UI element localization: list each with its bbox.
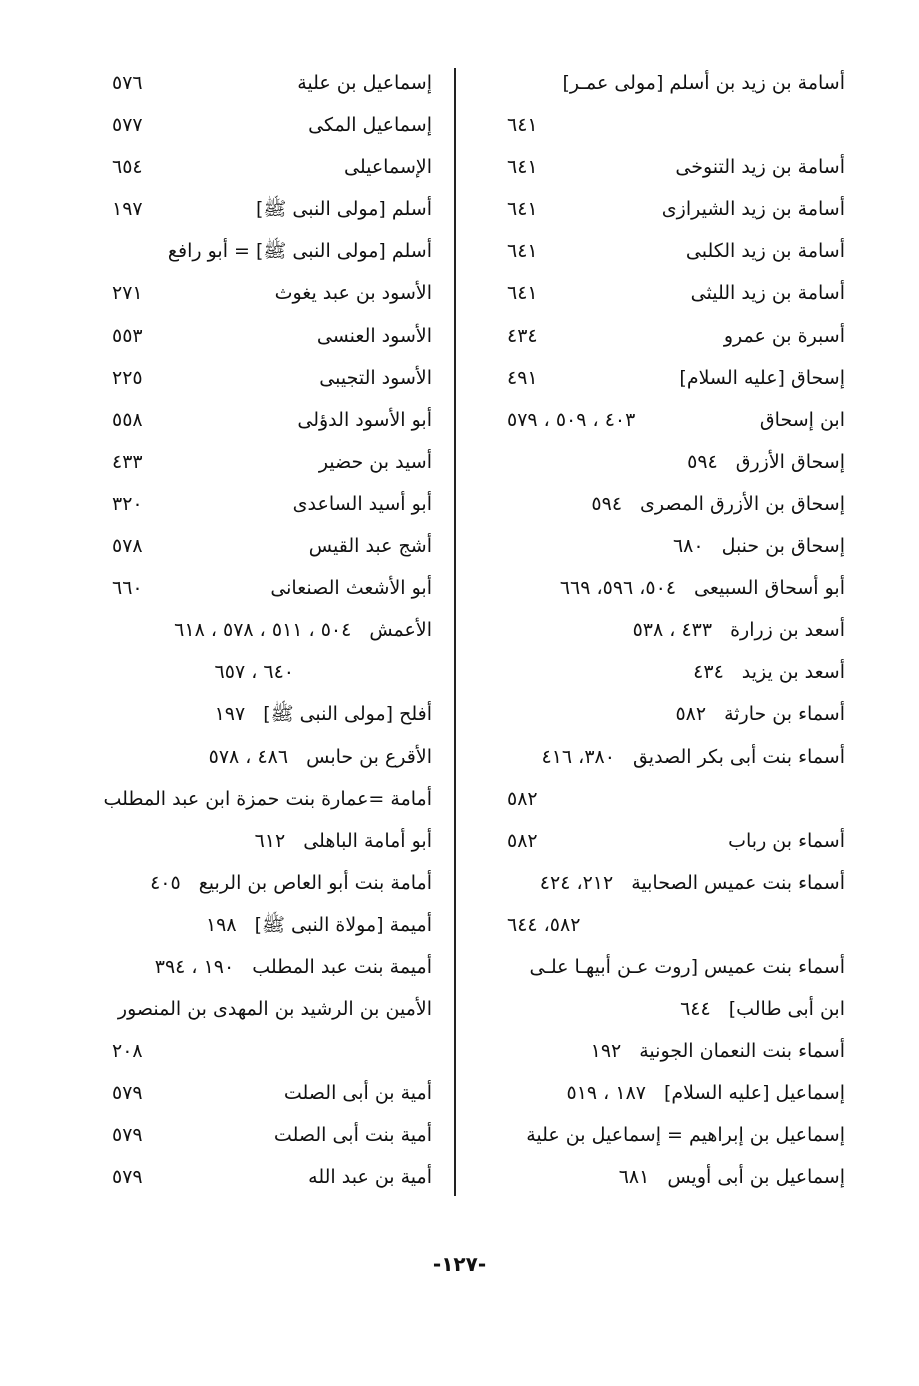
entry-pages: ٦٤٤ — [680, 998, 711, 1021]
index-column-right — [485, 62, 845, 1199]
entry-name: أسماء بنت النعمان الجونية — [639, 1040, 845, 1063]
index-entry — [485, 988, 845, 1030]
entry-name: أسيد بن حضير — [318, 450, 432, 473]
index-entry — [72, 651, 432, 693]
entry-pages: ٣٨٠، ٤١٦ — [541, 745, 615, 768]
index-entry — [72, 230, 432, 272]
entry-name: الأسود بن عبد يغوث — [274, 282, 432, 305]
entry-pages: ٤٣٤ — [507, 324, 538, 347]
entry-pages: ٤٩١ — [507, 366, 538, 389]
entry-pages: ٥٧٦ — [112, 72, 143, 94]
entry-name: إسحاق بن حنبل — [721, 535, 845, 558]
entry-pages: ٥٨٢ — [507, 787, 538, 810]
entry-name: أسماء بن رباب — [728, 829, 845, 852]
index-entry — [485, 651, 845, 693]
entry-pages: ٦١٢ — [254, 829, 286, 852]
index-entry — [72, 988, 432, 1030]
entry-name: أبو أسحاق السبيعى — [694, 577, 845, 600]
entry-name: أميمة بنت عبد المطلب — [252, 955, 432, 978]
entry-pages: ٦٨٠ — [672, 535, 704, 558]
index-entry — [485, 104, 845, 146]
index-entry — [485, 567, 845, 609]
index-entry — [485, 315, 845, 357]
index-entry — [72, 1156, 432, 1198]
entry-name: الأسود العنسى — [316, 324, 432, 347]
index-entry — [485, 357, 845, 399]
entry-name: أسامة بن زيد التنوخى — [675, 156, 845, 179]
entry-name: أشج عبد القيس — [308, 535, 432, 558]
entry-pages: ٤٣٣ — [112, 450, 143, 473]
index-entry — [485, 693, 845, 735]
index-entry — [485, 146, 845, 188]
entry-name: أسامة بن زيد الشيرازى — [661, 198, 845, 221]
index-entry — [72, 104, 432, 146]
entry-pages: ٥٥٨ — [112, 408, 143, 431]
index-entry — [72, 567, 432, 609]
index-entry — [485, 1030, 845, 1072]
entry-pages: ٣٢٠ — [112, 492, 143, 515]
entry-pages: ٥٩٤ — [687, 450, 718, 473]
index-entry — [72, 820, 432, 862]
entry-name: إسماعيل بن علية — [297, 72, 432, 94]
entry-pages: ٥٨٢ — [675, 703, 707, 726]
entry-pages: ٦٤٠ ، ٦٥٧ — [214, 661, 294, 684]
index-entry — [72, 736, 432, 778]
entry-name: إسحاق بن الأزرق المصرى — [640, 492, 845, 515]
index-entry — [72, 188, 432, 230]
entry-pages: ٥٧٩ — [112, 1166, 143, 1189]
entry-pages: ١٩٠ ، ٣٩٤ — [154, 955, 235, 978]
entry-name: أمية بنت أبى الصلت — [273, 1124, 432, 1147]
index-entry — [485, 1072, 845, 1114]
entry-name: أسماء بنت عميس الصحابية — [631, 871, 845, 894]
entry-pages: ٦٤١ — [507, 114, 538, 137]
entry-name: أسماء بن حارثة — [724, 703, 845, 726]
entry-pages: ٤٠٥ — [150, 871, 181, 894]
entry-pages: ٥٧٧ — [112, 114, 143, 137]
entry-name: إسماعيل بن إبراهيم = إسماعيل بن علية — [526, 1124, 845, 1147]
entry-pages: ٢٠٨ — [112, 1040, 143, 1063]
index-entry — [485, 820, 845, 862]
index-entry — [72, 609, 432, 651]
entry-pages: ١٩٧ — [214, 703, 246, 726]
entry-pages: ١٨٧ ، ٥١٩ — [566, 1082, 646, 1105]
entry-pages: ٢١٢، ٤٢٤ — [539, 871, 614, 894]
index-entry — [485, 230, 845, 272]
entry-name: أمامة =عمارة بنت حمزة ابن عبد المطلب — [103, 787, 432, 810]
index-entry — [72, 272, 432, 314]
entry-name: الإسماعيلى — [343, 156, 432, 179]
column-divider — [454, 68, 456, 1196]
entry-name: أسلم [مولى النبى ﷺ] = أبو رافع — [167, 240, 432, 263]
entry-name: أسامة بن زيد الكلبى — [685, 240, 845, 263]
entry-pages: ٦٤١ — [507, 240, 538, 263]
index-entry — [72, 946, 432, 988]
index-entry — [485, 272, 845, 314]
entry-name: أسبرة بن عمرو — [723, 324, 845, 347]
entry-name: أسعد بن زرارة — [730, 619, 845, 642]
entry-name: أمامة بنت أبو العاص بن الربيع — [198, 871, 432, 894]
entry-pages: ٥٠٤ ، ٥١١ ، ٥٧٨ ، ٦١٨ — [174, 619, 352, 642]
index-entry — [72, 315, 432, 357]
entry-name: أميمة [مولاة النبى ﷺ] — [254, 913, 432, 936]
entry-pages: ٢٢٥ — [112, 366, 143, 389]
entry-name: أسماء بنت عميس [روت عـن أبيهـا علـى — [529, 955, 845, 978]
entry-name: أسماء بنت أبى بكر الصديق — [632, 745, 845, 768]
entry-name: الأعمش — [369, 619, 432, 642]
entry-name: إسحاق [عليه السلام] — [679, 366, 845, 389]
entry-pages: ١٩٨ — [205, 913, 237, 936]
index-entry — [485, 778, 845, 820]
entry-pages: ٥٨٢، ٦٤٤ — [507, 913, 581, 936]
entry-pages: ٥٧٩ — [112, 1124, 143, 1147]
index-entry — [72, 1114, 432, 1156]
entry-name: الأقرع بن حابس — [306, 745, 432, 768]
entry-pages: ٥٥٣ — [112, 324, 143, 347]
entry-pages: ٦٤١ — [507, 198, 538, 221]
entry-pages: ٤٣٤ — [693, 661, 724, 684]
entry-name: أسلم [مولى النبى ﷺ] — [255, 198, 432, 221]
index-entry — [485, 188, 845, 230]
entry-name: أبو أمامة الباهلى — [303, 829, 432, 852]
entry-pages: ٢٧١ — [112, 282, 143, 305]
entry-pages: ٥٧٩ — [112, 1082, 143, 1105]
entry-name: أبو الأشعث الصنعانى — [270, 577, 432, 600]
index-entry — [485, 399, 845, 441]
index-entry — [72, 1030, 432, 1072]
entry-name: أبو أسيد الساعدى — [292, 492, 432, 515]
entry-pages: ٤٨٦ ، ٥٧٨ — [208, 745, 289, 768]
entry-pages: ٤٣٣ ، ٥٣٨ — [632, 619, 713, 642]
entry-pages: ٥٠٤، ٥٩٦، ٦٦٩ — [559, 577, 677, 600]
index-entry — [485, 862, 845, 904]
index-entry — [485, 1114, 845, 1156]
index-entry — [72, 904, 432, 946]
entry-name: الأسود التجيبى — [319, 366, 432, 389]
index-entry — [485, 62, 845, 104]
entry-pages: ٦٥٤ — [112, 156, 143, 179]
index-entry — [485, 609, 845, 651]
index-entry — [485, 441, 845, 483]
entry-pages: ١٩٧ — [112, 198, 143, 221]
index-entry — [72, 399, 432, 441]
entry-name: إسماعيل بن أبى أويس — [667, 1166, 845, 1189]
entry-pages: ٦٨١ — [618, 1166, 650, 1189]
index-entry — [72, 693, 432, 735]
entry-name: إسماعيل [عليه السلام] — [663, 1082, 845, 1105]
entry-name: أسعد بن يزيد — [741, 661, 845, 684]
entry-pages: ٥٩٤ — [591, 492, 623, 515]
entry-name: أمية بن أبى الصلت — [283, 1082, 432, 1105]
entry-pages: ٥٧٨ — [112, 535, 143, 558]
index-entry — [72, 1072, 432, 1114]
index-entry — [72, 483, 432, 525]
entry-pages: ٦٤١ — [507, 156, 538, 179]
index-entry — [72, 357, 432, 399]
index-entry — [485, 736, 845, 778]
index-entry — [72, 525, 432, 567]
entry-name: أبو الأسود الدؤلى — [297, 408, 432, 431]
entry-pages: ٦٦٠ — [112, 577, 143, 600]
index-entry — [485, 483, 845, 525]
entry-pages: ٦٤١ — [507, 282, 538, 305]
entry-name: أمية بن عبد الله — [308, 1166, 432, 1189]
entry-pages: ٤٠٣ ، ٥٠٩ ، ٥٧٩ — [507, 408, 636, 431]
index-entry — [485, 1156, 845, 1198]
page-number: -١٢٧- — [432, 1252, 487, 1276]
entry-name: إسحاق الأزرق — [735, 450, 845, 473]
index-entry — [72, 146, 432, 188]
index-entry — [72, 441, 432, 483]
index-entry — [485, 904, 845, 946]
index-column-left — [72, 62, 432, 1199]
index-entry — [72, 862, 432, 904]
entry-name: أسامة بن زيد بن أسلم [مولى عمـر] — [562, 72, 845, 94]
entry-name: ابن أبى طالب] — [728, 998, 845, 1021]
index-entry — [72, 778, 432, 820]
entry-pages: ١٩٢ — [590, 1040, 622, 1063]
entry-name: الأمين بن الرشيد بن المهدى بن المنصور — [117, 998, 432, 1021]
entry-name: ابن إسحاق — [759, 408, 845, 431]
entry-name: أفلح [مولى النبى ﷺ] — [263, 703, 432, 726]
entry-pages: ٥٨٢ — [507, 829, 538, 852]
index-entry — [485, 946, 845, 988]
index-entry — [485, 525, 845, 567]
entry-name: أسامة بن زيد الليثى — [690, 282, 845, 305]
index-entry — [72, 62, 432, 104]
entry-name: إسماعيل المكى — [308, 114, 432, 137]
